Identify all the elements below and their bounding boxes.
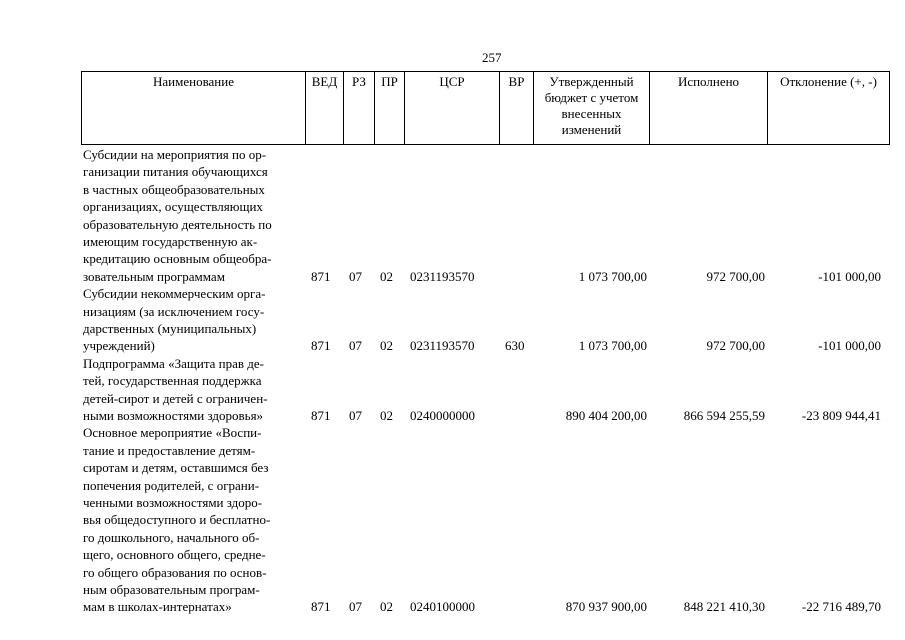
row-pr: 02 [380,338,393,354]
row-pr: 02 [380,268,393,284]
row-rz: 07 [349,338,362,354]
row-deviation: -22 716 489,70 [801,599,881,615]
row-approved: 1 073 700,00 [578,268,647,284]
header-deviation: Отклонение (+, -) [768,72,890,145]
row-csr: 0231193570 [410,268,475,284]
row-pr: 02 [380,599,393,615]
row-name: Основное мероприятие «Воспи- тание и предоставление детям- сиротам и детям, оставшимся без попечения родителей, с ограни- ченными возможностями здоро- вья общедоступного и бесплатно- го дошкольного, начального об- щего, основного общего, средне- го общего образования по основ- ным образовательным програм- мам в школах-интернатах» [83,425,271,615]
header-vr: ВР [500,72,534,145]
row-approved: 1 073 700,00 [578,338,647,354]
row-ved: 871 [311,599,331,615]
row-deviation: -23 809 944,41 [801,407,881,423]
row-ved: 871 [311,338,331,354]
header-rz: РЗ [344,72,375,145]
row-name: Субсидии некоммерческим орга- низациям (за исключением госу- дарственных (муниципальных) учреждений) [83,286,266,354]
row-done: 848 221 410,30 [683,599,765,615]
row-ved: 871 [311,407,331,423]
row-rz: 07 [349,407,362,423]
row-name: Подпрограмма «Защита прав де- тей, государственная поддержка детей-сирот и детей с ограничен- ными возможностями здоровья» [83,355,268,424]
row-csr: 0240000000 [410,407,475,423]
row-approved: 890 404 200,00 [565,407,647,423]
row-deviation: -101 000,00 [818,268,881,284]
row-rz: 07 [349,268,362,284]
row-done: 972 700,00 [706,268,765,284]
row-rz: 07 [349,599,362,615]
row-done: 866 594 255,59 [683,407,765,423]
row-vr: 630 [505,338,525,354]
header-pr: ПР [375,72,405,145]
header-name: Наименование [82,72,306,145]
header-done: Исполнено [650,72,768,145]
row-approved: 870 937 900,00 [565,599,647,615]
row-ved: 871 [311,268,331,284]
row-pr: 02 [380,407,393,423]
row-done: 972 700,00 [706,338,765,354]
header-approved: Утвержденный бюджет с учетом внесенных изменений [534,72,650,145]
budget-table-header [81,71,890,145]
row-csr: 0240100000 [410,599,475,615]
page-number: 257 [482,50,502,65]
header-ved: ВЕД [306,72,344,145]
row-deviation: -101 000,00 [818,338,881,354]
header-csr: ЦСР [405,72,500,145]
row-csr: 0231193570 [410,338,475,354]
row-name: Субсидии на мероприятия по ор- ганизации питания обучающихся в частных общеобразовательных организациях, осуществляющих образовательную деятельность по имеющим государственную ак- кредитацию основным общеобра- зовательным программам [83,147,272,284]
